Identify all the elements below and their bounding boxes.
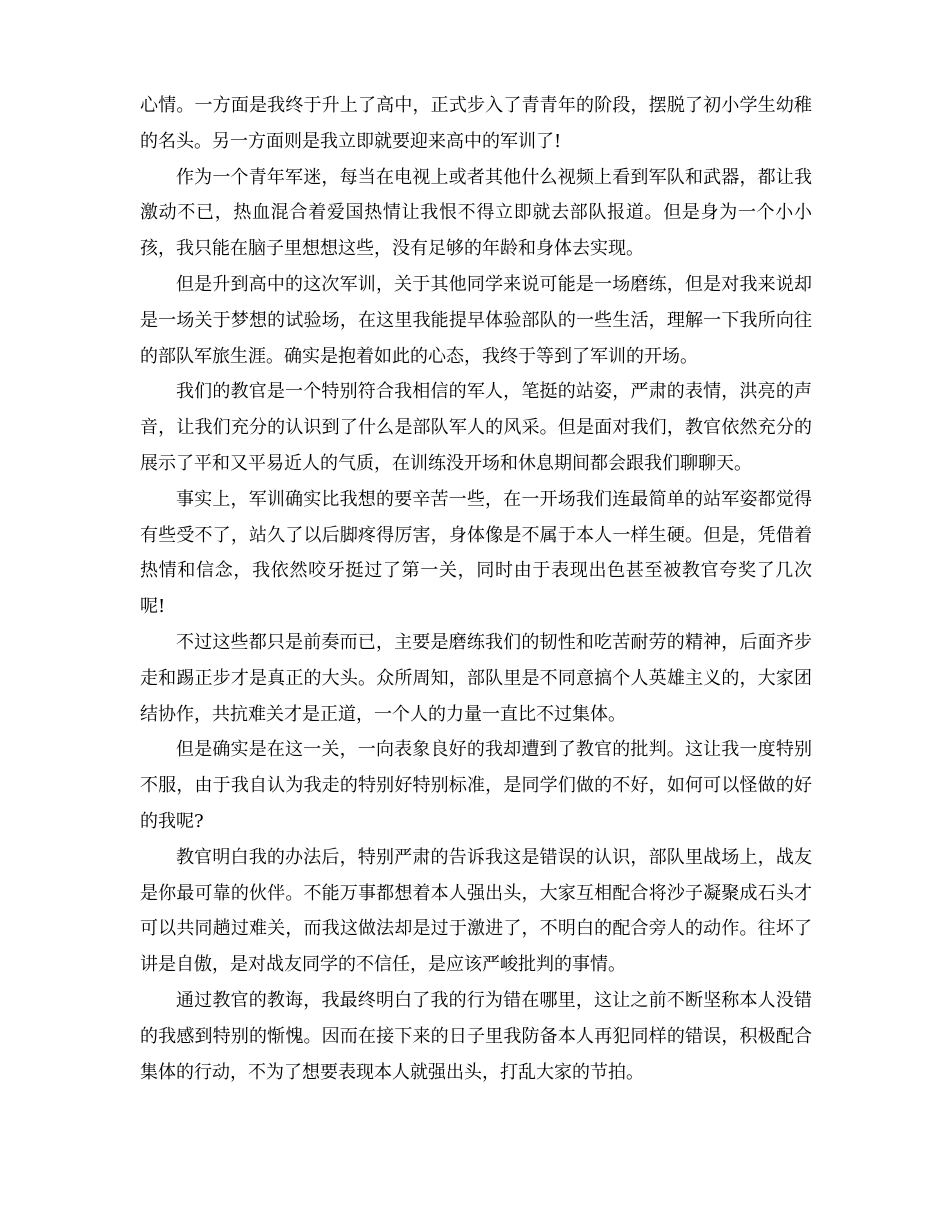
- paragraph-2: 作为一个青年军迷，每当在电视上或者其他什么视频上看到军队和武器，都让我激动不已，热血混合着爱国热情让我恨不得立即就去部队报道。但是身为一个小小孩，我只能在脑子里想想这些，没有足够的年龄和身体去实现。: [140, 166, 812, 260]
- paragraph-4: 我们的教官是一个特别符合我相信的军人，笔挺的站姿，严肃的表情，洪亮的声音，让我们充分的认识到了什么是部队军人的风采。但是面对我们，教官依然充分的展示了平和又平易近人的气质，在训练没开场和休息期间都会跟我们聊聊天。: [140, 381, 812, 474]
- paragraph-7: 但是确实是在这一关，一向表象良好的我却遭到了教官的批判。这让我一度特别不服，由于我自认为我走的特别好特别标准，是同学们做的不好，如何可以怪做的好的我呢?: [140, 739, 812, 832]
- paragraph-3: 但是升到高中的这次军训，关于其他同学来说可能是一场磨练，但是对我来说却是一场关于梦想的试验场，在这里我能提早体验部队的一些生活，理解一下我所向往的部队军旅生涯。确实是抱着如此的心态，我终于等到了军训的开场。: [140, 273, 812, 367]
- paragraph-1: 心情。一方面是我终于升上了高中，正式步入了青青年的阶段，摆脱了初小学生幼稚的名头。另一方面则是我立即就要迎来高中的军训了!: [140, 95, 812, 152]
- paragraph-6: 不过这些都只是前奏而已，主要是磨练我们的韧性和吃苦耐劳的精神，后面齐步走和踢正步才是真正的大头。众所周知，部队里是不同意搞个人英雄主义的，大家团结协作，共抗难关才是正道，一个人的力量一直比不过集体。: [140, 631, 812, 725]
- document-body: [140, 88, 812, 1090]
- paragraph-8: 教官明白我的办法后，特别严肃的告诉我这是错误的认识，部队里战场上，战友是你最可靠的伙伴。不能万事都想着本人强出头，大家互相配合将沙子凝聚成石头才可以共同趟过难关，而我这做法却是过于激进了，不明白的配合旁人的动作。往坏了讲是自傲，是对战友同学的不信任，是应该严峻批判的事情。: [140, 846, 812, 976]
- paragraph-5: 事实上，军训确实比我想的要辛苦一些，在一开场我们连最简单的站军姿都觉得有些受不了，站久了以后脚疼得厉害，身体像是不属于本人一样生硬。但是，凭借着热情和信念，我依然咬牙挺过了第一关，同时由于表现出色甚至被教官夸奖了几次呢!: [140, 488, 812, 618]
- paragraph-9: 通过教官的教诲，我最终明白了我的行为错在哪里，这让之前不断坚称本人没错的我感到特别的惭愧。因而在接下来的日子里我防备本人再犯同样的错误，积极配合集体的行动，不为了想要表现本人就强出头，打乱大家的节拍。: [140, 989, 812, 1083]
